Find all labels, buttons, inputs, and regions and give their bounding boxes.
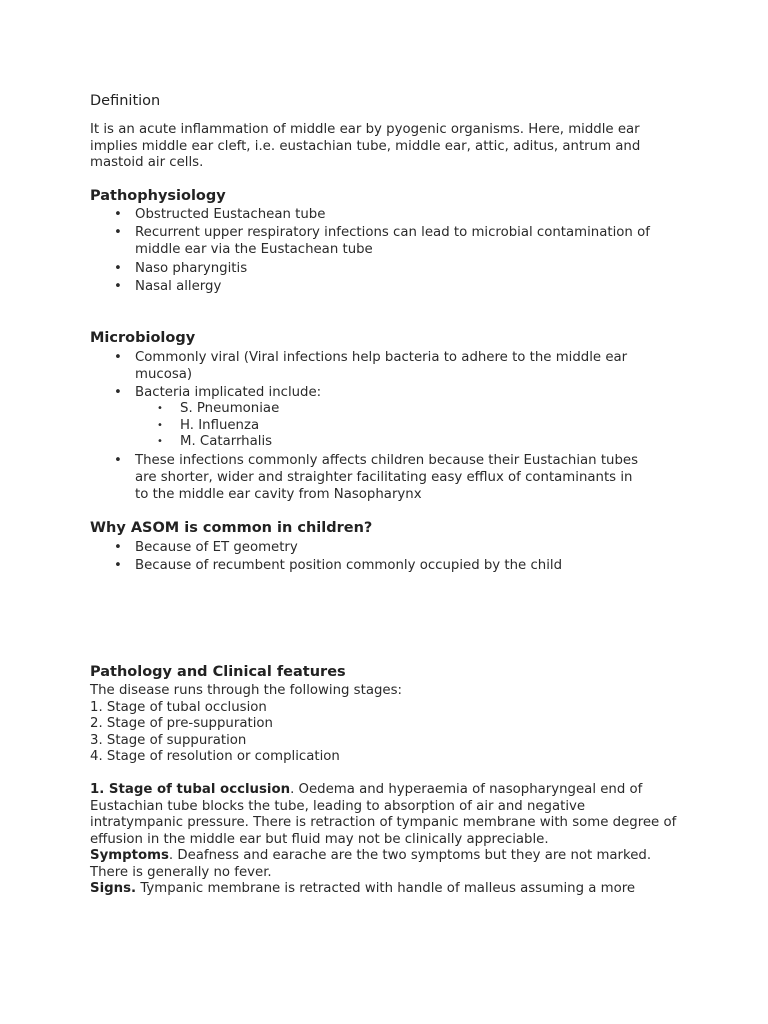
list-item: • These infections commonly affects children because their Eustachian tubes are shorter, wider and straighter facilitating easy efflux of contaminants in to the middle ear cavity from Nasopharynx [90,452,650,503]
list-item-label: Bacteria implicated include: [135,385,322,401]
why-asom-list [90,539,650,576]
pathophysiology-heading: Pathophysiology [90,188,226,204]
pathology-intro: The disease runs through the following stages: [90,683,403,698]
why-asom-heading: Why ASOM is common in children? [90,520,373,536]
pathophysiology-list [90,206,650,296]
sub-list-item: • H. Influenza [135,418,650,435]
microbiology-heading: Microbiology [90,330,196,346]
stage1-text: . Oedema and hyperaemia of nasopharyngeal end of Eustachian tube blocks the tube, leading to absorption of air and negative intratympanic pressure. There is retraction of tympanic membrane with some degree of effusion in the middle ear but fluid may not be clinically appreciable. [90,782,677,847]
symptoms-label: Symptoms [90,848,169,863]
sub-list-item: • M. Catarrhalis [135,434,650,451]
symptoms-paragraph [90,848,680,881]
pathology-heading: Pathology and Clinical features [90,664,346,680]
signs-text: Tympanic membrane is retracted with handle of malleus assuming a more [136,881,636,896]
stage-line: 2. Stage of pre-suppuration [90,716,273,731]
symptoms-text: . Deafness and earache are the two symptoms but they are not marked. There is generally no fever. [90,848,652,880]
signs-paragraph [90,881,680,898]
definition-heading: Definition [90,93,161,109]
pathology-stage-list [90,683,402,766]
list-item: • Because of recumbent position commonly occupied by the child [90,557,650,574]
definition-text: It is an acute inflammation of middle ear by pyogenic organisms. Here, middle ear implies middle ear cleft, i.e. eustachian tube, middle ear, attic, aditus, antrum and mastoid air cells. [90,122,641,170]
list-item: • Nasal allergy [90,278,650,295]
list-item: • Naso pharyngitis [90,260,650,277]
stage-line: 1. Stage of tubal occlusion [90,699,267,715]
list-item [90,384,650,451]
stage-line: 4. Stage of resolution or complication [90,749,340,764]
stage-line: 3. Stage of suppuration [90,732,247,748]
stage1-paragraph [90,782,680,848]
list-item: • Because of ET geometry [90,539,650,556]
bacteria-list [135,401,650,451]
signs-label: Signs. [90,881,137,896]
list-item: • Obstructed Eustachean tube [90,206,650,223]
list-item: • Commonly viral (Viral infections help bacteria to adhere to the middle ear mucosa) [90,349,650,383]
microbiology-list [90,349,650,504]
stage1-title: 1. Stage of tubal occlusion [90,782,291,797]
list-item: • Recurrent upper respiratory infections can lead to microbial contamination of middle ear via the Eustachean tube [90,224,650,258]
sub-list-item: • S. Pneumoniae [135,401,650,418]
